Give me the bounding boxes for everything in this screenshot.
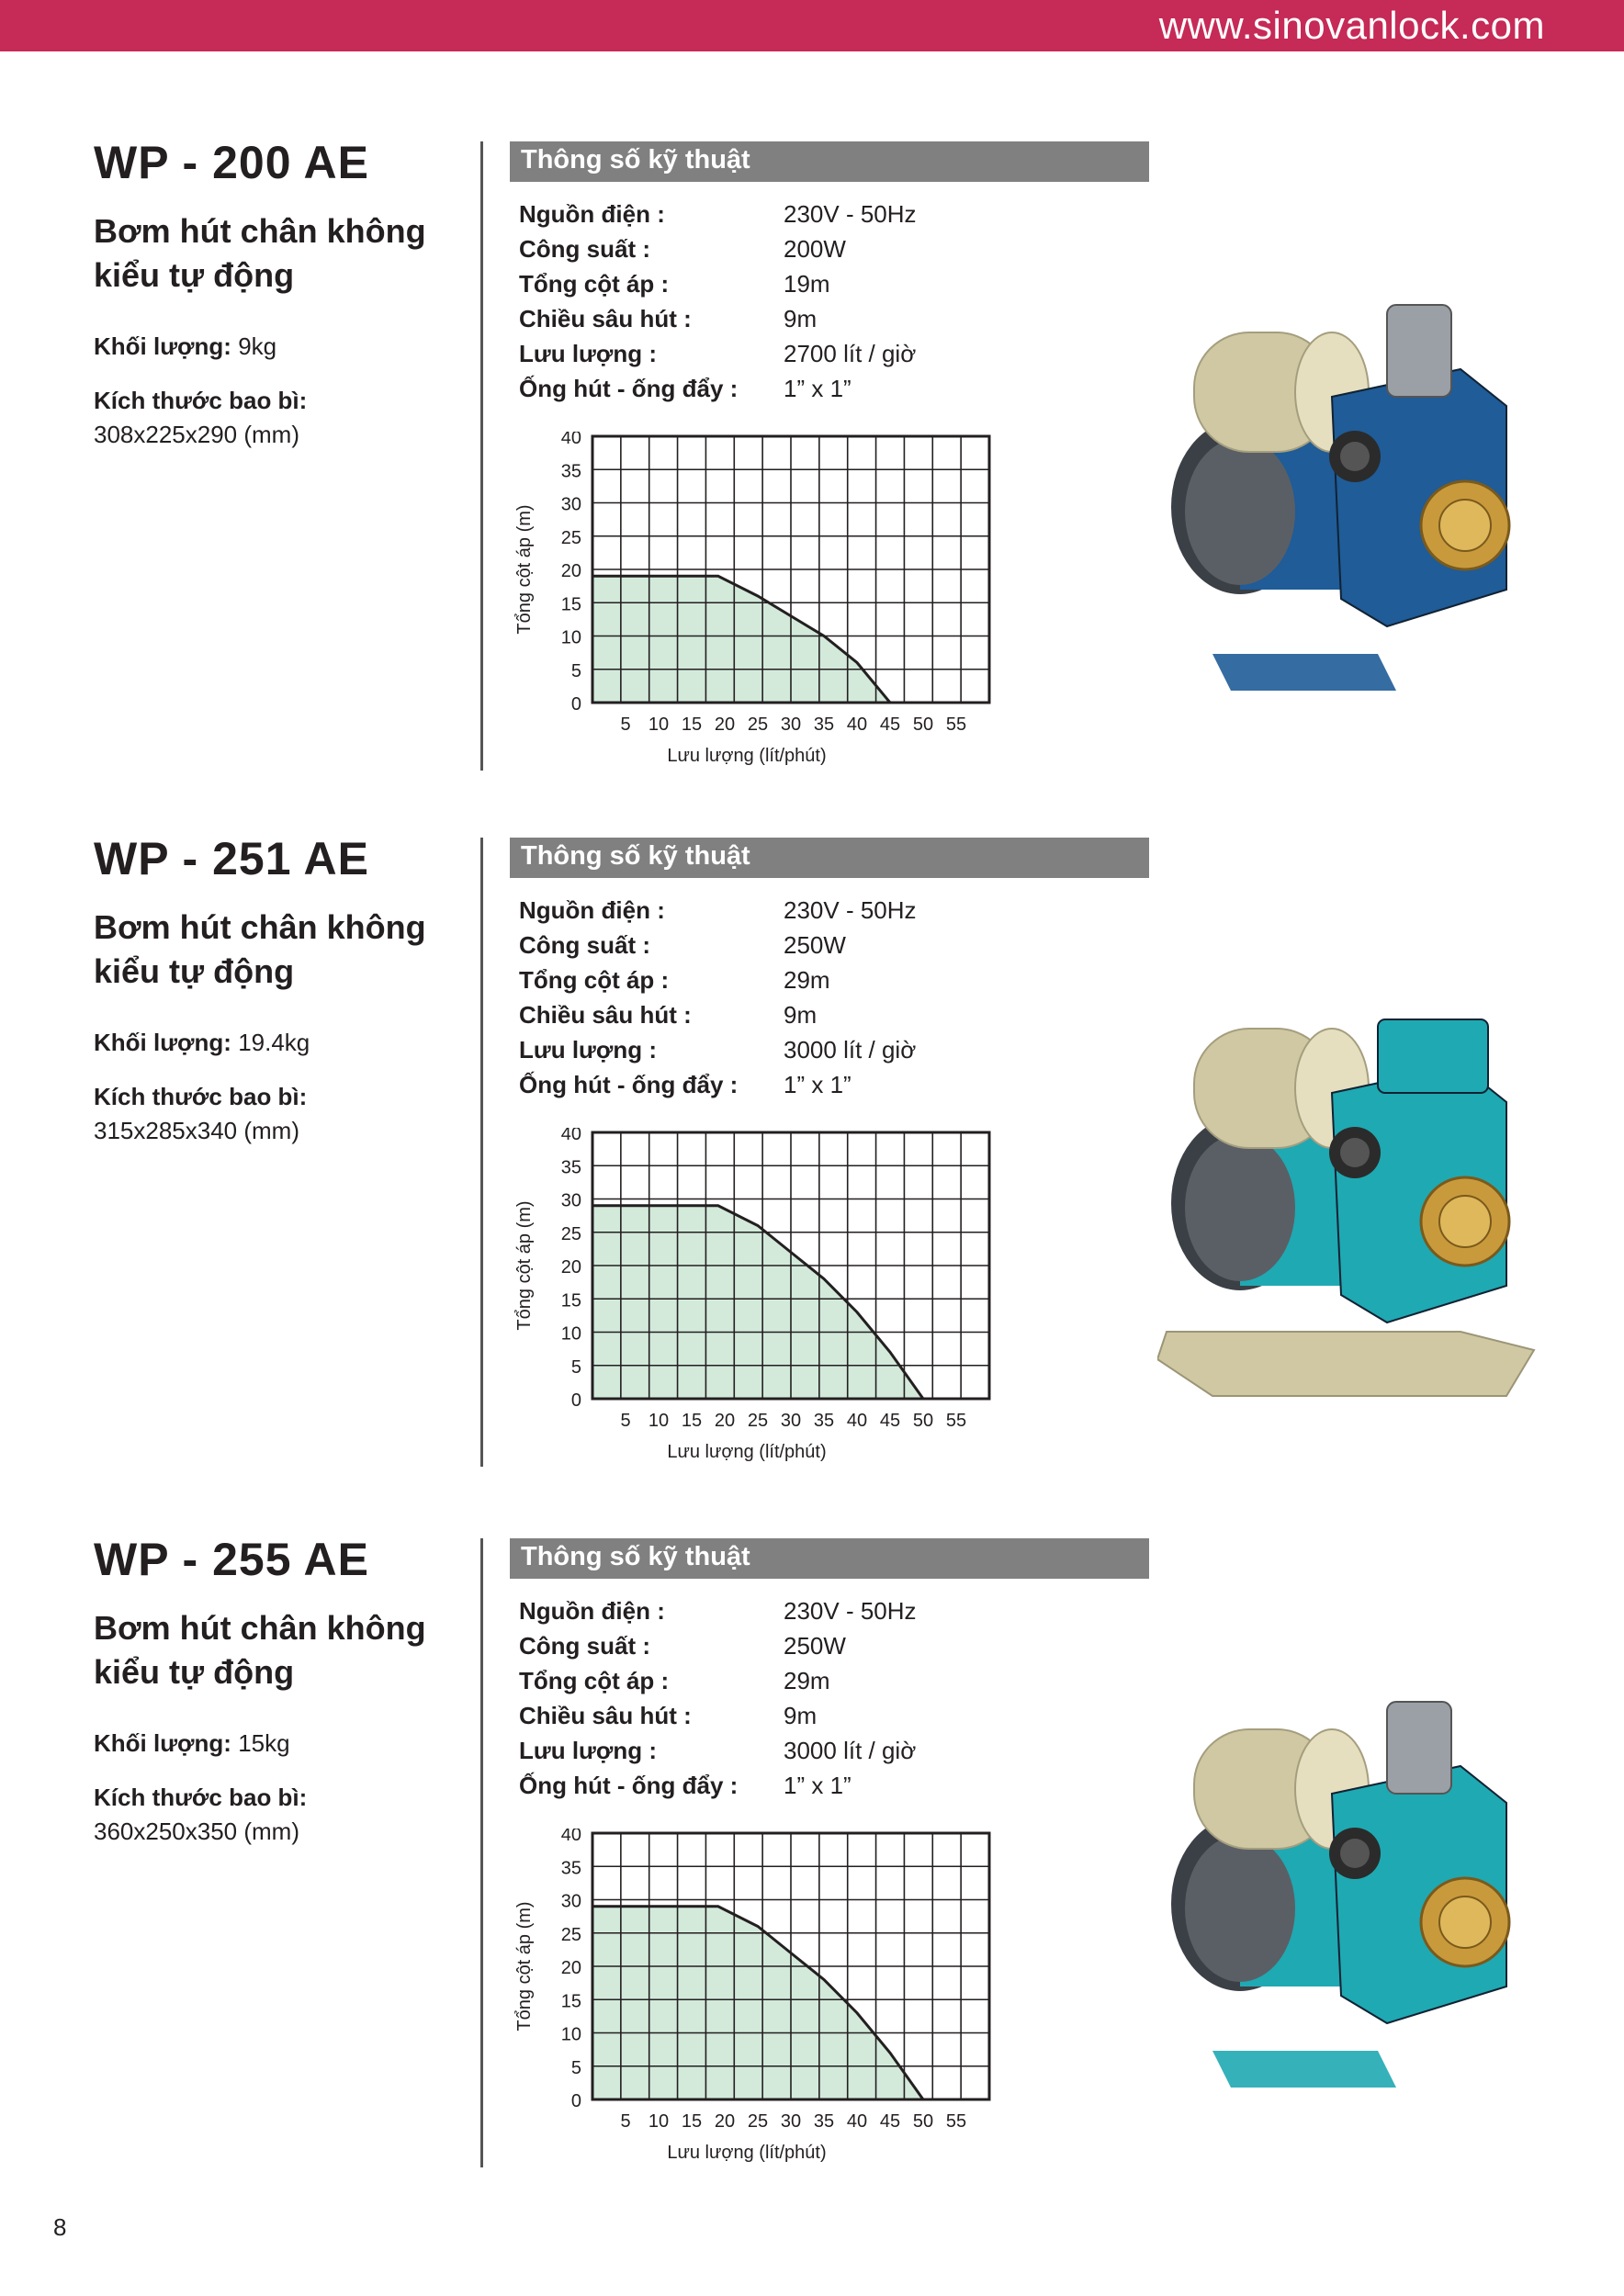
- y-tick-label: 35: [560, 1157, 581, 1178]
- spec-value: 230V - 50Hz: [784, 1597, 917, 1625]
- x-tick-label: 10: [648, 1411, 670, 1431]
- chart-area-fill: [592, 1206, 923, 1399]
- chart-area-fill: [592, 576, 890, 703]
- spec-label: Công suất :: [519, 235, 650, 263]
- top-banner: [0, 0, 1624, 51]
- x-tick-label: 30: [780, 715, 802, 735]
- website-url[interactable]: www.sinovanlock.com: [1158, 4, 1545, 47]
- y-tick-label: 40: [560, 1128, 581, 1144]
- spec-row: [519, 962, 1059, 997]
- spec-value: 2700 lít / giờ: [784, 340, 917, 367]
- spec-table: [519, 197, 1059, 406]
- spec-row: [519, 1032, 1059, 1067]
- x-tick-label: 20: [714, 715, 736, 735]
- x-tick-label: 15: [681, 715, 703, 735]
- y-tick-label: 0: [570, 2091, 581, 2111]
- y-tick-label: 35: [560, 461, 581, 482]
- spec-row: [519, 1663, 1059, 1698]
- y-tick-label: 5: [570, 660, 581, 681]
- y-tick-label: 40: [560, 432, 581, 448]
- y-tick-label: 30: [560, 1190, 581, 1211]
- spec-row: [519, 928, 1059, 962]
- divider-line: [480, 1538, 483, 2167]
- y-tick-label: 20: [560, 561, 581, 581]
- spec-value: 3000 lít / giờ: [784, 1737, 917, 1764]
- spec-header: Thông số kỹ thuật: [510, 1538, 1149, 1579]
- weight-line: [94, 1029, 461, 1057]
- y-tick-label: 0: [570, 694, 581, 715]
- weight-label: Khối lượng:: [94, 332, 231, 360]
- y-tick-label: 15: [560, 1290, 581, 1311]
- x-tick-label: 15: [681, 2111, 703, 2132]
- spec-row: [519, 1768, 1059, 1803]
- spec-label: Nguồn điện :: [519, 896, 665, 924]
- x-tick-label: 30: [780, 1411, 802, 1431]
- product-type: Bơm hút chân không kiểu tự động: [94, 908, 426, 990]
- spec-value: 230V - 50Hz: [784, 896, 917, 924]
- spec-label: Lưu lượng :: [519, 1737, 657, 1764]
- divider-line: [480, 838, 483, 1467]
- package-value: 360x250x350 (mm): [94, 1818, 299, 1845]
- spec-label: Ống hút - ống đẩy :: [519, 1772, 739, 1799]
- spec-header: Thông số kỹ thuật: [510, 838, 1149, 878]
- spec-row: [519, 371, 1059, 406]
- spec-label: Nguồn điện :: [519, 1597, 665, 1625]
- spec-value: 250W: [784, 1632, 846, 1660]
- y-tick-label: 10: [560, 627, 581, 648]
- spec-value: 230V - 50Hz: [784, 200, 917, 228]
- x-tick-label: 35: [813, 1411, 835, 1431]
- performance-chart: [510, 1829, 1006, 2168]
- spec-label: Lưu lượng :: [519, 1036, 657, 1064]
- spec-label: Ống hút - ống đẩy :: [519, 1071, 739, 1098]
- spec-row: [519, 301, 1059, 336]
- spec-value: 9m: [784, 305, 818, 332]
- y-tick-label: 5: [570, 1356, 581, 1378]
- spec-label: Tổng cột áp :: [519, 270, 670, 298]
- product-type: Bơm hút chân không kiểu tự động: [94, 1609, 426, 1691]
- y-tick-label: 40: [560, 1829, 581, 1845]
- y-tick-label: 15: [560, 594, 581, 615]
- package-label: Kích thước bao bì:: [94, 1784, 308, 1811]
- weight-line: [94, 332, 461, 361]
- x-tick-label: 55: [945, 1411, 967, 1431]
- y-tick-label: 20: [560, 1958, 581, 1978]
- chart-area-fill: [592, 1907, 923, 2099]
- divider-line: [480, 141, 483, 771]
- x-tick-label: 45: [879, 2111, 901, 2132]
- spec-row: [519, 997, 1059, 1032]
- x-tick-label: 10: [648, 2111, 670, 2132]
- spec-row: [519, 1698, 1059, 1733]
- weight-label: Khối lượng:: [94, 1729, 231, 1757]
- spec-header: Thông số kỹ thuật: [510, 141, 1149, 182]
- x-tick-label: 40: [846, 2111, 868, 2132]
- x-tick-label: 55: [945, 715, 967, 735]
- spec-row: [519, 1593, 1059, 1628]
- product-photo: [1157, 992, 1543, 1433]
- x-tick-label: 20: [714, 2111, 736, 2132]
- spec-row: [519, 1628, 1059, 1663]
- y-tick-label: 15: [560, 1991, 581, 2012]
- spec-value: 1” x 1”: [784, 375, 851, 402]
- product-photo: [1157, 296, 1543, 737]
- spec-row: [519, 266, 1059, 301]
- x-tick-label: 35: [813, 2111, 835, 2132]
- performance-chart: [510, 1128, 1006, 1468]
- weight-value: 9kg: [238, 332, 277, 360]
- spec-value: 250W: [784, 931, 846, 959]
- y-tick-label: 25: [560, 527, 581, 548]
- y-tick-label: 35: [560, 1858, 581, 1879]
- product-photo: [1157, 1693, 1543, 2133]
- product-block: [0, 137, 1624, 782]
- spec-label: Nguồn điện :: [519, 200, 665, 228]
- y-tick-label: 5: [570, 2057, 581, 2078]
- x-tick-label: 20: [714, 1411, 736, 1431]
- x-tick-label: 15: [681, 1411, 703, 1431]
- spec-label: Công suất :: [519, 1632, 650, 1660]
- model-name: WP - 251 AE: [94, 833, 369, 884]
- y-tick-label: 20: [560, 1257, 581, 1277]
- package-label: Kích thước bao bì:: [94, 1083, 308, 1110]
- product-info: [94, 833, 461, 1145]
- product-block: [0, 1536, 1624, 2179]
- x-tick-label: 40: [846, 1411, 868, 1431]
- spec-value: 3000 lít / giờ: [784, 1036, 917, 1064]
- y-tick-label: 10: [560, 1323, 581, 1345]
- spec-label: Tổng cột áp :: [519, 966, 670, 994]
- y-tick-label: 25: [560, 1924, 581, 1945]
- y-tick-label: 30: [560, 494, 581, 515]
- spec-row: [519, 1067, 1059, 1102]
- x-tick-label: 50: [912, 1411, 934, 1431]
- x-tick-label: 25: [747, 1411, 769, 1431]
- spec-row: [519, 231, 1059, 266]
- spec-value: 9m: [784, 1702, 818, 1729]
- spec-row: [519, 893, 1059, 928]
- x-axis-label: Lưu lượng (lít/phút): [667, 1442, 827, 1462]
- x-axis-label: Lưu lượng (lít/phút): [667, 2143, 827, 2163]
- spec-value: 1” x 1”: [784, 1071, 851, 1098]
- spec-label: Ống hút - ống đẩy :: [519, 375, 739, 402]
- spec-value: 19m: [784, 270, 830, 298]
- performance-chart: [510, 432, 1006, 771]
- x-tick-label: 30: [780, 2111, 802, 2132]
- y-tick-label: 25: [560, 1223, 581, 1244]
- page-number: 8: [53, 2213, 67, 2241]
- model-name: WP - 200 AE: [94, 137, 369, 188]
- spec-value: 29m: [784, 966, 830, 994]
- spec-label: Chiều sâu hút :: [519, 305, 692, 332]
- y-axis-label: Tổng cột áp (m): [514, 504, 535, 635]
- x-tick-label: 50: [912, 2111, 934, 2132]
- y-tick-label: 30: [560, 1891, 581, 1912]
- x-tick-label: 35: [813, 715, 835, 735]
- x-tick-label: 55: [945, 2111, 967, 2132]
- spec-row: [519, 1733, 1059, 1768]
- spec-label: Chiều sâu hút :: [519, 1001, 692, 1029]
- y-tick-label: 0: [570, 1390, 581, 1411]
- x-tick-label: 5: [620, 2111, 631, 2132]
- weight-value: 15kg: [238, 1729, 290, 1757]
- x-tick-label: 5: [620, 1411, 631, 1431]
- x-tick-label: 25: [747, 715, 769, 735]
- package-label: Kích thước bao bì:: [94, 387, 308, 414]
- x-tick-label: 10: [648, 715, 670, 735]
- y-axis-label: Tổng cột áp (m): [514, 1901, 535, 2032]
- x-tick-label: 45: [879, 715, 901, 735]
- spec-label: Chiều sâu hút :: [519, 1702, 692, 1729]
- package-value: 315x285x340 (mm): [94, 1117, 299, 1144]
- product-info: [94, 1536, 461, 1846]
- product-type: Bơm hút chân không kiểu tự động: [94, 212, 426, 294]
- spec-row: [519, 197, 1059, 231]
- spec-value: 1” x 1”: [784, 1772, 851, 1799]
- x-tick-label: 5: [620, 715, 631, 735]
- y-axis-label: Tổng cột áp (m): [514, 1200, 535, 1331]
- model-name: WP - 255 AE: [94, 1534, 369, 1585]
- weight-line: [94, 1729, 461, 1758]
- x-tick-label: 50: [912, 715, 934, 735]
- spec-value: 9m: [784, 1001, 818, 1029]
- spec-row: [519, 336, 1059, 371]
- x-tick-label: 45: [879, 1411, 901, 1431]
- product-block: [0, 833, 1624, 1479]
- spec-value: 29m: [784, 1667, 830, 1694]
- weight-label: Khối lượng:: [94, 1029, 231, 1056]
- spec-label: Tổng cột áp :: [519, 1667, 670, 1694]
- spec-label: Công suất :: [519, 931, 650, 959]
- product-info: [94, 137, 461, 449]
- spec-table: [519, 1593, 1059, 1803]
- weight-value: 19.4kg: [238, 1029, 310, 1056]
- spec-table: [519, 893, 1059, 1102]
- x-tick-label: 25: [747, 2111, 769, 2132]
- y-tick-label: 10: [560, 2024, 581, 2045]
- x-tick-label: 40: [846, 715, 868, 735]
- x-axis-label: Lưu lượng (lít/phút): [667, 746, 827, 766]
- spec-value: 200W: [784, 235, 846, 263]
- spec-label: Lưu lượng :: [519, 340, 657, 367]
- package-value: 308x225x290 (mm): [94, 421, 299, 448]
